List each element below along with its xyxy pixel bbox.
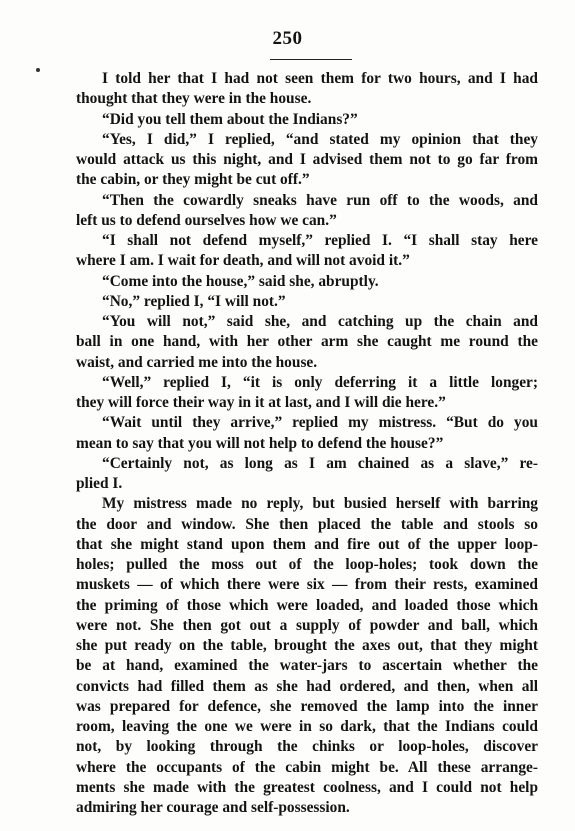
- text-line: room, leaving the one we were in so dark, that the Indians could: [76, 718, 538, 735]
- text-line: muskets — of which there were six — from their rests, examined: [76, 576, 538, 594]
- text-line: “Come into the house,” said she, abruptly.: [102, 272, 379, 290]
- text-line: “No,” replied I, “I will not.”: [102, 292, 286, 310]
- text-line: “I shall not defend myself,” replied I. “I shall stay here: [102, 232, 538, 249]
- text-line: “Wait until they arrive,” replied my mistress. “But do you: [102, 414, 538, 432]
- text-line: “Then the cowardly sneaks have run off to the woods, and: [102, 191, 538, 209]
- text-line: the priming of those which were loaded, and loaded those which: [76, 596, 538, 614]
- text-line: they will force their way in it at last, and I will die here.”: [76, 394, 446, 411]
- page-number-rule: [270, 59, 352, 60]
- text-line: the cabin, or they might be cut off.”: [76, 171, 310, 189]
- body-text: [76, 69, 538, 818]
- text-line: admiring her courage and self-possession.: [76, 799, 350, 816]
- text-line: thought that they were in the house.: [76, 90, 312, 108]
- text-line: were not. She then got out a supply of powder and ball, which: [76, 616, 538, 634]
- text-line: convicts had filled them as she had ordered, and then, when all: [76, 677, 538, 695]
- text-line: where the occupants of the cabin might be. All these arrange-: [76, 758, 538, 776]
- text-line: holes; pulled the moss out of the loop-holes; took down the: [76, 556, 538, 573]
- text-line: where I am. I wait for death, and will not avoid it.”: [76, 252, 410, 270]
- text-line: she put ready on the table, brought the axes out, that they might: [76, 637, 538, 654]
- text-line: “Did you tell them about the Indians?”: [102, 110, 358, 128]
- text-line: “Certainly not, as long as I am chained as a slave,” re-: [102, 454, 538, 472]
- text-line: “Well,” replied I, “it is only deferring it a little longer;: [102, 373, 538, 391]
- text-line: the door and window. She then placed the table and stools so: [76, 515, 538, 533]
- text-line: that she might stand upon them and fire out of the upper loop-: [76, 535, 538, 553]
- text-line: would attack us this night, and I advised them not to go far from: [76, 151, 538, 168]
- text-line: not, by looking through the chinks or loop-holes, discover: [76, 738, 538, 756]
- text-line: was prepared for defence, she removed the lamp into the inner: [76, 697, 538, 715]
- text-line: “You will not,” said she, and catching up the chain and: [102, 313, 538, 330]
- text-line: I told her that I had not seen them for two hours, and I had: [102, 70, 538, 87]
- text-line: waist, and carried me into the house.: [76, 353, 318, 371]
- text-line: mean to say that you will not help to defend the house?”: [76, 434, 444, 452]
- page-number: 250: [272, 28, 303, 49]
- text-line: My mistress made no reply, but busied herself with barring: [102, 495, 538, 513]
- text-line: be at hand, examined the water-jars to ascertain whether the: [76, 657, 538, 675]
- text-line: ments she made with the greatest coolness, and I could not help: [76, 778, 538, 796]
- text-line: plied I.: [76, 475, 123, 492]
- text-line: “Yes, I did,” I replied, “and stated my opinion that they: [102, 130, 538, 148]
- text-line: left us to defend ourselves how we can.”: [76, 211, 337, 229]
- text-line: ball in one hand, with her other arm she caught me round the: [76, 333, 538, 351]
- paper-speck: [36, 68, 40, 72]
